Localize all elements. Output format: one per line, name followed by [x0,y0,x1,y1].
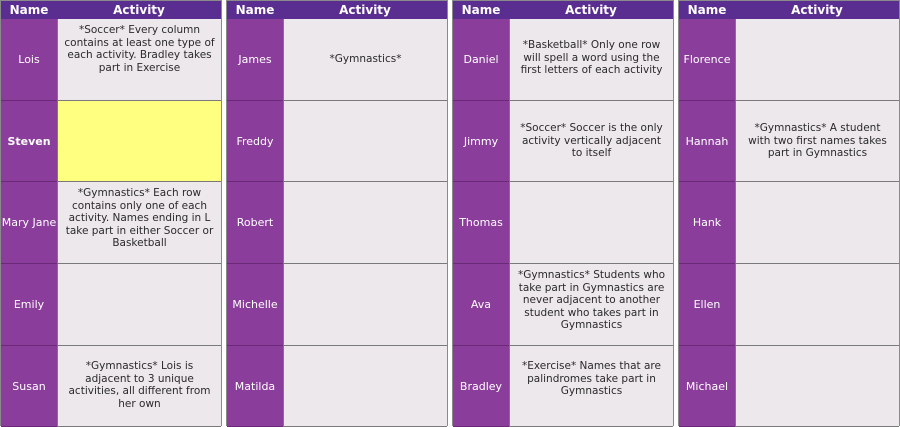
table-row [679,264,899,346]
activity-cell[interactable] [283,101,447,182]
table-row [227,182,447,264]
table-row [1,346,221,427]
table-row [1,101,221,182]
activity-cell[interactable]: *Exercise* Names that are palindromes take part in Gymnastics [509,346,673,427]
table-row [453,264,673,346]
table-row [679,346,899,427]
activity-cell[interactable]: *Gymnastics* Lois is adjacent to 3 unique activities, all different from her own [57,346,221,427]
name-cell: Emily [1,264,57,346]
table-row [453,19,673,101]
name-cell: Freddy [227,101,283,182]
activity-header: Activity [57,1,221,19]
activity-cell[interactable]: *Basketball* Only one row will spell a word using the first letters of each activity [509,19,673,101]
activity-cell[interactable] [735,346,899,427]
name-cell: Hannah [679,101,735,182]
table-row [227,264,447,346]
activity-cell[interactable] [509,182,673,264]
name-cell: Michael [679,346,735,427]
activity-cell[interactable]: *Gymnastics* [283,19,447,101]
activity-cell[interactable]: *Gymnastics* Each row contains only one of each activity. Names ending in L take part in either Soccer or Basketball [57,182,221,264]
name-header: Name [1,1,57,19]
activity-cell[interactable]: *Gymnastics* A student with two first names takes part in Gymnastics [735,101,899,182]
table-panel-2 [226,0,448,426]
activity-cell[interactable] [283,264,447,346]
activity-header: Activity [283,1,447,19]
table-row [227,101,447,182]
name-cell: Mary Jane [1,182,57,264]
name-cell: Hank [679,182,735,264]
table-row [453,346,673,427]
table-row [1,182,221,264]
name-cell: Matilda [227,346,283,427]
activity-cell[interactable]: *Gymnastics* Students who take part in Gymnastics are never adjacent to another student who takes part in Gymnastics [509,264,673,346]
name-cell: Robert [227,182,283,264]
activity-cell[interactable] [735,19,899,101]
activity-header: Activity [735,1,899,19]
activity-cell[interactable] [283,182,447,264]
table-row [227,19,447,101]
table-row [1,19,221,101]
activity-cell[interactable] [735,264,899,346]
table-row [453,182,673,264]
name-cell: Jimmy [453,101,509,182]
name-cell: Thomas [453,182,509,264]
table-row [453,101,673,182]
name-cell: Ellen [679,264,735,346]
table-row [679,101,899,182]
name-cell: Michelle [227,264,283,346]
activity-cell[interactable] [57,264,221,346]
activity-cell[interactable]: *Soccer* Soccer is the only activity vertically adjacent to itself [509,101,673,182]
name-cell: Steven [1,101,57,182]
table-row [1,264,221,346]
name-cell: Florence [679,19,735,101]
name-cell: Daniel [453,19,509,101]
name-cell: James [227,19,283,101]
activity-cell[interactable]: *Soccer* Every column contains at least one type of each activity. Bradley takes part in Exercise [57,19,221,101]
table-panel-4 [678,0,900,426]
name-cell: Susan [1,346,57,427]
activity-cell[interactable] [735,182,899,264]
name-header: Name [453,1,509,19]
name-cell: Lois [1,19,57,101]
name-cell: Ava [453,264,509,346]
table-row [227,346,447,427]
name-header: Name [679,1,735,19]
name-cell: Bradley [453,346,509,427]
activity-cell[interactable] [283,346,447,427]
table-panel-3 [452,0,674,426]
activity-header: Activity [509,1,673,19]
activity-cell-selected[interactable] [57,101,221,182]
table-row [679,19,899,101]
table-panel-1 [0,0,222,426]
table-row [679,182,899,264]
name-header: Name [227,1,283,19]
